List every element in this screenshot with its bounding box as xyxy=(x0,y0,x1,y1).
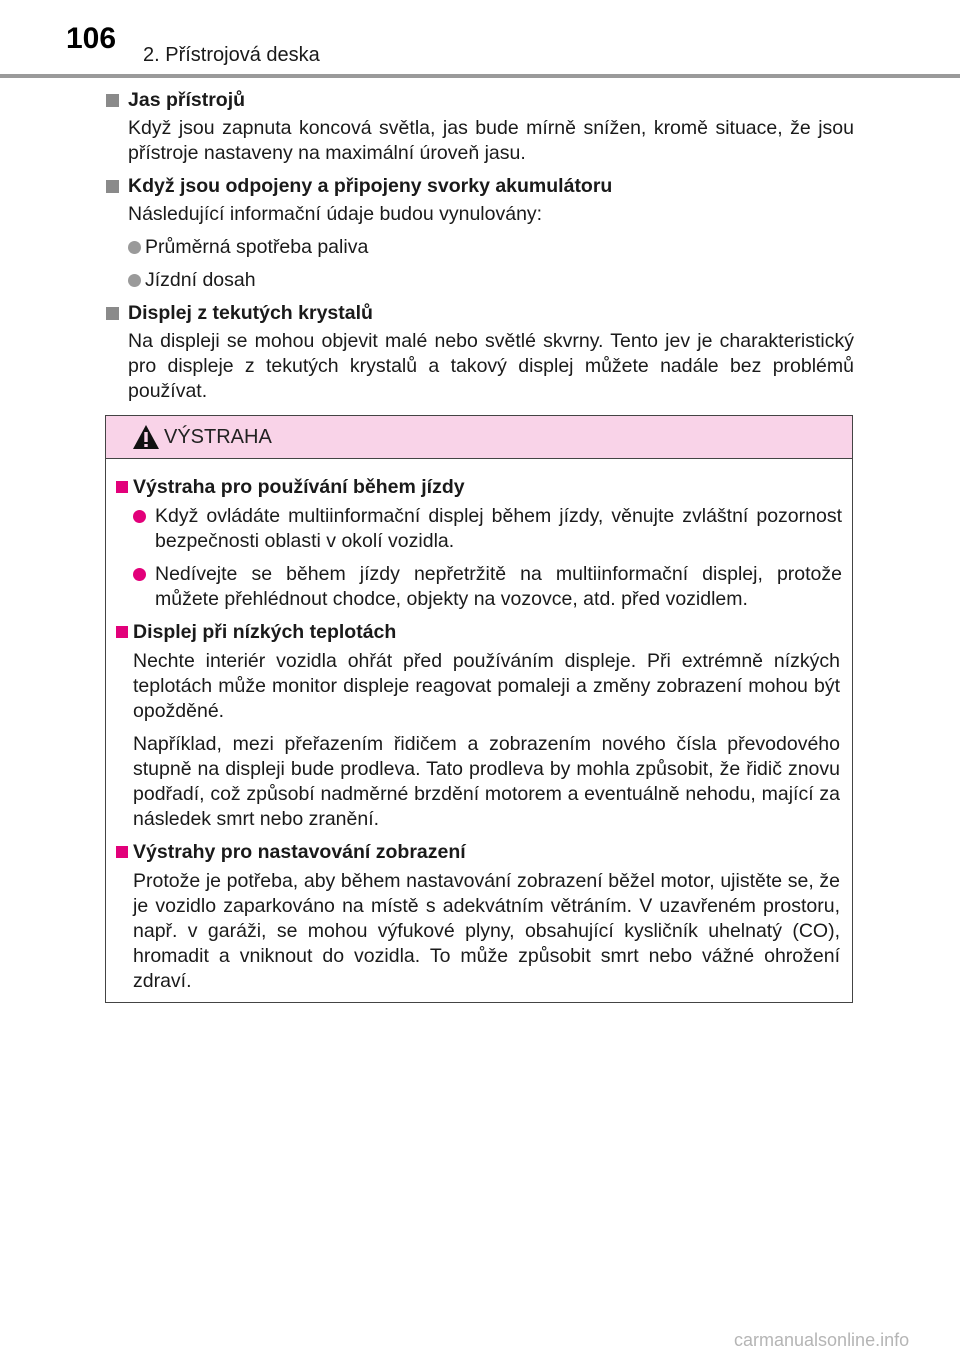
square-bullet-icon xyxy=(116,481,128,493)
square-bullet-icon xyxy=(106,180,119,193)
square-bullet-icon xyxy=(116,626,128,638)
warning-header xyxy=(106,416,852,459)
warning-heading xyxy=(116,475,842,500)
square-bullet-icon xyxy=(106,94,119,107)
list-item-text: Jízdní dosah xyxy=(145,269,256,291)
section-heading xyxy=(106,88,854,113)
main-content xyxy=(106,88,854,412)
warning-list-item-text: Nedívejte se během jízdy nepřetržitě na multiinformační displej, protože můžete přehlédnout chodce, objekty na vozovce, atd. před vozidlem. xyxy=(155,563,842,610)
section-heading xyxy=(106,301,854,326)
page-header xyxy=(0,0,960,86)
warning-triangle-icon xyxy=(132,424,160,450)
warning-heading-text: Výstraha pro používání během jízdy xyxy=(133,476,465,498)
watermark: carmanualsonline.info xyxy=(734,1330,910,1350)
round-bullet-icon xyxy=(133,510,146,523)
warning-list-item-text: Když ovládáte multiinformační displej během jízdy, věnujte zvláštní pozornost bezpečnosti oblasti v okolí vozidla. xyxy=(155,505,842,552)
warning-paragraph: Protože je potřeba, aby během nastavování zobrazení běžel motor, ujistěte se, že je vozidlo zaparkováno na místě s adekvátním větráním. V uzavřeném prostoru, např. v garáži, se mohou výfukové plyny, obsahující kysličník uhelnatý (CO), hromadit a vniknout do vozidla. To může způsobit smrt nebo vážné ohrožení zdraví. xyxy=(133,870,840,992)
round-bullet-icon xyxy=(128,274,141,287)
warning-title: VÝSTRAHA xyxy=(164,426,272,448)
list-item-text: Průměrná spotřeba paliva xyxy=(145,236,369,258)
section-heading xyxy=(106,174,854,199)
section-heading-text: Jas přístrojů xyxy=(128,89,246,111)
list-item xyxy=(128,268,854,293)
warning-list-item xyxy=(133,562,842,612)
chapter-title: 2. Přístrojová deska xyxy=(143,44,320,66)
warning-paragraph: Například, mezi přeřazením řidičem a zobrazením nového čísla převodového stupně na displeji bude prodleva. Tato prodleva by mohla způsobit, že řidič znovu podřadí, což způsobí nadměrné brzdění motorem a eventuálně nehodu, mající za následek smrt nebo zranění. xyxy=(133,733,840,830)
warning-list-item xyxy=(133,504,842,554)
section-heading-text: Když jsou odpojeny a připojeny svorky akumulátoru xyxy=(128,175,613,197)
section-paragraph: Následující informační údaje budou vynulovány: xyxy=(128,203,543,225)
round-bullet-icon xyxy=(133,568,146,581)
section-heading-text: Displej z tekutých krystalů xyxy=(128,302,373,324)
warning-body xyxy=(106,459,852,994)
section-paragraph: Na displeji se mohou objevit malé nebo světlé skvrny. Tento jev je charakteristický pro displeje z tekutých krystalů a takový displej můžete nadále bez problémů používat. xyxy=(128,330,854,402)
header-divider xyxy=(0,74,960,78)
page-number: 106 xyxy=(66,22,117,55)
list-item xyxy=(128,235,854,260)
square-bullet-icon xyxy=(116,846,128,858)
warning-heading xyxy=(116,840,842,865)
warning-heading-text: Výstrahy pro nastavování zobrazení xyxy=(133,841,466,863)
warning-paragraph: Nechte interiér vozidla ohřát před používáním displeje. Při extrémně nízkých teplotách může monitor displeje reagovat pomaleji a změny zobrazení mohou být opožděné. xyxy=(133,650,840,722)
square-bullet-icon xyxy=(106,307,119,320)
warning-heading-text: Displej při nízkých teplotách xyxy=(133,621,397,643)
section-paragraph: Když jsou zapnuta koncová světla, jas bude mírně snížen, kromě situace, že jsou přístroje nastaveny na maximální úroveň jasu. xyxy=(128,117,854,164)
round-bullet-icon xyxy=(128,241,141,254)
warning-box xyxy=(105,415,853,1003)
warning-heading xyxy=(116,620,842,645)
